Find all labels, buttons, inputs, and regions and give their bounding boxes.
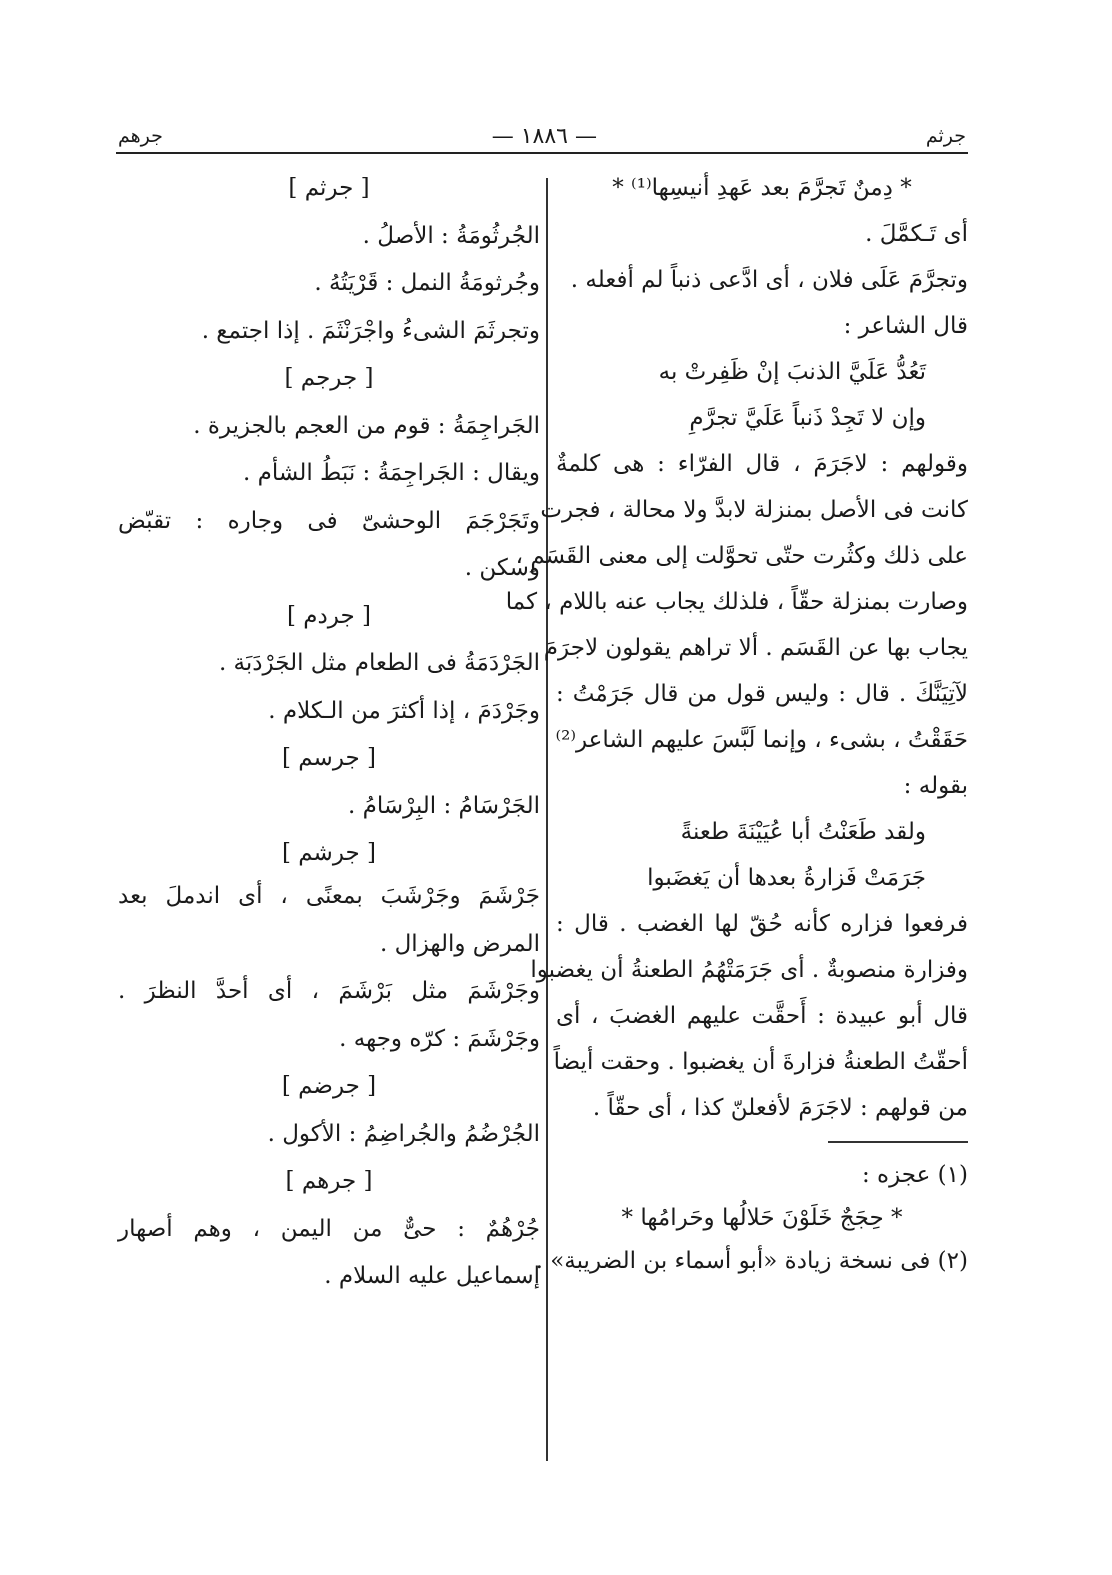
right-running-head: جرثم — [925, 125, 966, 147]
text-line: جُرْهُمٌ : حىٌّ من اليمن ، وهم أصهار — [118, 1215, 540, 1242]
text-line: الجَرْدَمَةُ فى الطعام مثل الجَرْدَبَة . — [218, 650, 540, 676]
text-line: المرض والهزال . — [379, 930, 540, 957]
page-number: — ١٨٨٦ — — [491, 123, 597, 149]
text-line: إسماعيل عليه السلام . — [324, 1263, 540, 1289]
footnote-verse: * حِجَجٌ خَلَوْنَ حَلالُها وحَرامُها * — [621, 1205, 903, 1231]
text-line: كانت فى الأصل بمنزلة لابدَّ ولا محالة ، فجرت — [540, 497, 968, 523]
text-line: قال الشاعر : — [843, 313, 968, 339]
header-rule — [116, 152, 968, 154]
text-line: وقولهم : لاجَرَمَ ، قال الفرّاء : هى كلمةٌ — [556, 451, 968, 477]
text-line: على ذلك وكثُرت حتّى تحوَّلت إلى معنى القَسَمِ ، — [515, 543, 968, 569]
text-line: جَرْشَمَ وجَرْشَبَ بمعنًى ، أى اندملَ بعد — [118, 883, 540, 909]
text-line: وفزارة منصوبةٌ . أى جَرَمَتْهُمُ الطعنةُ أن يغضبوا — [530, 957, 968, 983]
text-line: فرفعوا فزاره كأنه حُقّ لها الغضب . قال : — [556, 911, 968, 937]
verse-line: * دِمنٌ تَجرَّمَ بعد عَهدِ أنيسِها⁽¹⁾ * — [612, 175, 912, 201]
text-line: وجُرثومَةُ النمل : قَرْيَتُهُ . — [314, 270, 540, 296]
text-line: حَقَقْتُ ، بشىء ، وإنما لَبَّسَ عليهم الشاعر⁽²⁾ — [555, 727, 968, 753]
footnote: (٢) فى نسخة زيادة «أبو أسماء بن الضريبة» . — [535, 1248, 968, 1274]
text-line: وجَرْشَمَ : كرّه وجهه . — [339, 1025, 540, 1052]
page-header — [118, 118, 966, 154]
entry-heading: [ جرسم ] — [281, 745, 377, 771]
entry-heading: [ جردم ] — [287, 602, 371, 629]
text-line: قال أبو عبيدة : أَحقَّت عليهم الغضبَ ، أى — [556, 1003, 968, 1029]
entry-heading: [ جرضم ] — [281, 1073, 377, 1099]
text-line: أى تَـكمَّلَ . — [865, 221, 968, 247]
entry-heading: [ جرجم ] — [284, 365, 374, 391]
verse-line: ولقد طَعَنْتُ أبا عُيَيْنَةَ طعنةً — [680, 819, 926, 845]
left-running-head: جرهم — [118, 125, 163, 147]
footnote: (١) عجزه : — [862, 1162, 968, 1188]
text-line: ويقال : الجَراجِمَةُ : نَبَطُ الشأم . — [242, 460, 540, 486]
verse-line: وإن لا تَجِدْ ذَنباً عَلَيَّ تجرَّمِ — [689, 405, 926, 431]
text-line: وتجرثَمَ الشىءُ واجْرَنْثَمَ . إذا اجتمع . — [201, 317, 540, 344]
text-line: وصارت بمنزلة حقّاً ، فلذلك يجاب عنه باللام ، كما — [505, 589, 968, 615]
text-line: لآتِيَنَّكَ . قال : وليس قول من قال جَرَمْتُ : — [556, 681, 968, 707]
text-line: وجَرْدَمَ ، إذا أكثرَ من الـكلام . — [268, 697, 540, 724]
text-line: وجَرْشَمَ مثل بَرْشَمَ ، أى أحدَّ النظرَ . — [118, 978, 540, 1004]
verse-line: جَرَمَتْ فَزارةُ بعدها أن يَغضَبوا — [647, 865, 926, 891]
entry-heading: [ جرشم ] — [281, 840, 377, 866]
text-line: من قولهم : لاجَرَمَ لأفعلنّ كذا ، أى حقّاً . — [592, 1095, 968, 1121]
text-line: وتجرَّمَ عَلَى فلان ، أى ادَّعى ذنباً لم أفعله . — [570, 267, 968, 293]
entry-heading: [ جرثم ] — [288, 175, 370, 201]
text-line: الجَرْسَامُ : البِرْسَامُ . — [348, 792, 540, 819]
left-column — [118, 170, 540, 1306]
text-line: وتَجَرْجَمَ الوحشىّ فى وجاره : تقبّض — [118, 507, 540, 534]
text-line: الجَراجِمَةُ : قوم من العجم بالجزيرة . — [193, 412, 540, 439]
verse-line: تَعُدُّ عَلَيَّ الذنبَ إنْ ظَفِرتْ به — [658, 359, 926, 385]
text-line: الجُرْضُمُ والجُراضِمُ : الأكول . — [267, 1120, 540, 1147]
text-line: أحقّتُ الطعنةُ فزارةَ أن يغضبوا . وحقت أيضاً — [553, 1049, 968, 1075]
text-line: بقوله : — [903, 773, 968, 799]
entry-heading: [ جرهم ] — [285, 1168, 373, 1194]
text-line: الجُرثُومَةُ : الأصلُ . — [362, 222, 540, 249]
right-column — [505, 170, 968, 1286]
text-line: يجاب بها عن القَسَم . ألا تراهم يقولون لاجرَمَ — [543, 635, 968, 661]
footnote-rule — [828, 1141, 968, 1143]
text-line: وسكن . — [464, 555, 540, 581]
